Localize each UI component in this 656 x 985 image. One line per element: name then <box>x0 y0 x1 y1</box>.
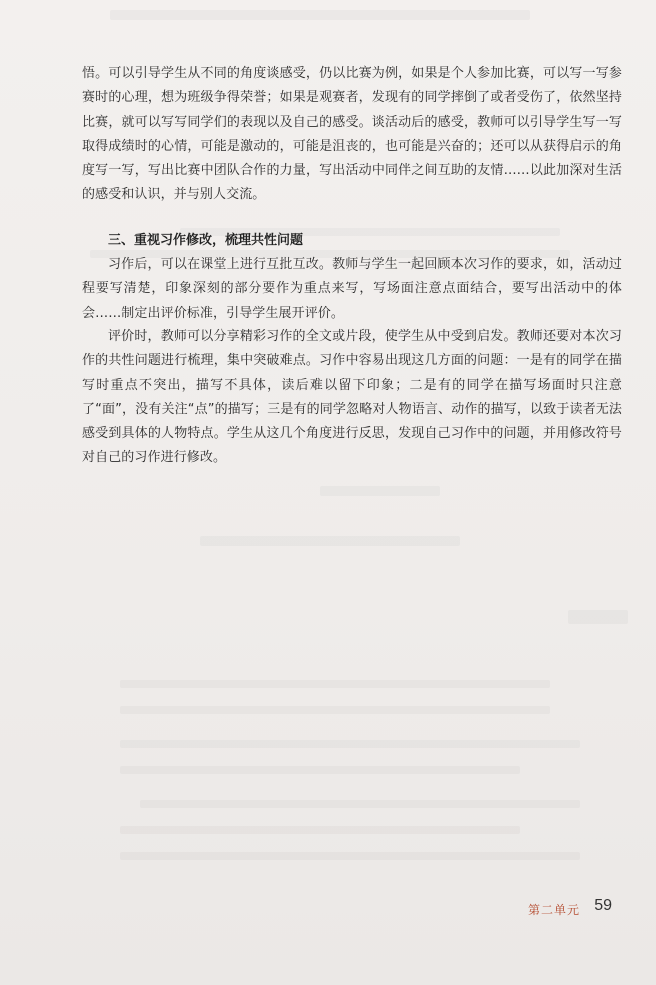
bleed-through-mark <box>200 536 460 546</box>
bleed-through-mark <box>120 740 580 748</box>
bleed-through-mark <box>140 800 580 808</box>
body-paragraph-2: 习作后，可以在课堂上进行互批互改。教师与学生一起回顾本次习作的要求，如，活动过程要写清楚，印象深刻的部分要作为重点来写，写场面注意点面结合，要写出活动中的体会……制定出评价标准，引导学生展开评价。 <box>82 257 622 321</box>
bleed-through-mark <box>120 826 520 834</box>
bleed-through-mark <box>120 706 550 714</box>
section-heading-3: 三、重视习作修改，梳理共性问题 <box>108 233 304 248</box>
body-paragraph-1: 悟。可以引导学生从不同的角度谈感受，仍以比赛为例，如果是个人参加比赛，可以写一写参赛时的心理，想为班级争得荣誉；如果是观赛者，发现有的同学摔倒了或者受伤了，依然坚持比赛，就可以写写同学们的表现以及自己的感受。谈活动后的感受，教师可以引导学生写一写取得成绩时的心情，可能是激动的，可能是沮丧的，也可能是兴奋的；还可以从获得启示的角度写一写，写出比赛中团队合作的力量，写出活动中同伴之间互助的友情……以此加深对生活的感受和认识，并与别人交流。 <box>82 66 622 203</box>
bleed-through-mark <box>120 852 580 860</box>
footer-unit-label: 第二单元 <box>527 903 580 917</box>
bleed-through-mark <box>120 680 550 688</box>
page-number: 59 <box>594 897 612 914</box>
bleed-through-mark <box>110 10 530 20</box>
body-paragraph-3: 评价时，教师可以分享精彩习作的全文或片段，使学生从中受到启发。教师还要对本次习作的共性问题进行梳理，集中突破难点。习作中容易出现这几方面的问题：一是有的同学在描写时重点不突出，描写不具体，读后难以留下印象；二是有的同学在描写场面时只注意了“面”，没有关注“点”的描写；三是有的同学忽略对人物语言、动作的描写，以致于读者无法感受到具体的人物特点。学生从这几个角度进行反思，发现自己习作中的问题，并用修改符号对自己的习作进行修改。 <box>82 329 622 466</box>
bleed-through-mark <box>568 610 628 624</box>
bleed-through-mark <box>320 486 440 496</box>
bleed-through-mark <box>120 766 520 774</box>
